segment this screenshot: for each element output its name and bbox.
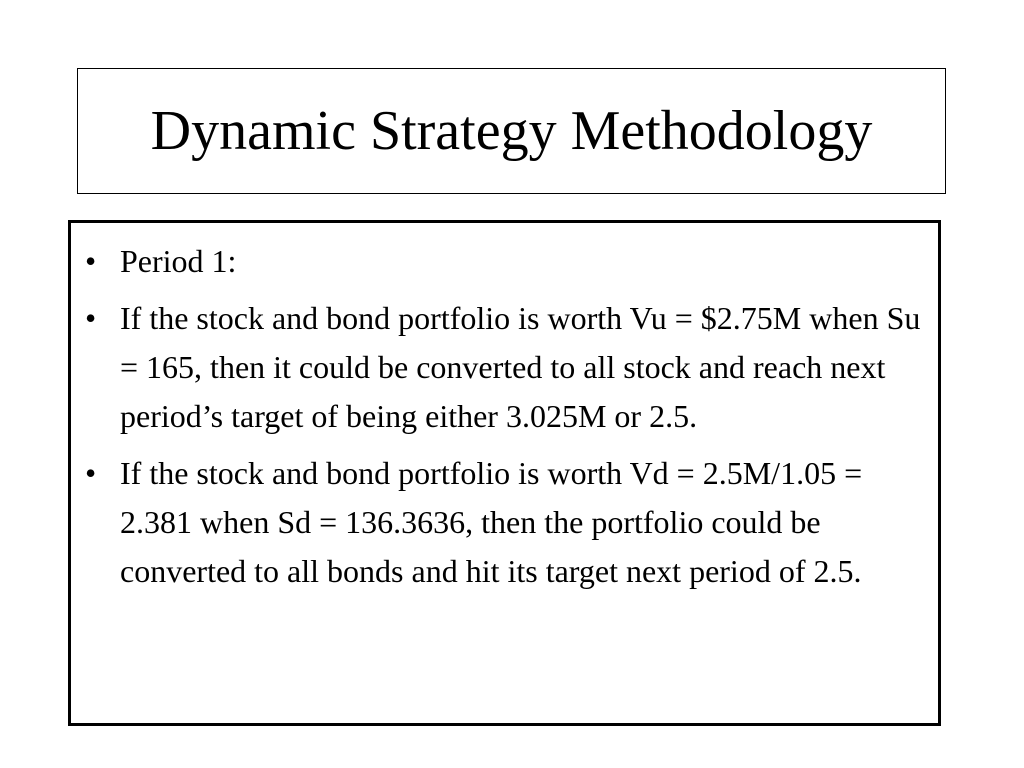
bullet-item-down-state xyxy=(85,449,930,596)
bullet-icon: • xyxy=(85,300,97,336)
bullet-text: If the stock and bond portfolio is worth Vd = 2.5M/1.05 = 2.381 when Sd = 136.3636, then the portfolio could be converted to all bonds and hit its target next period of 2.5. xyxy=(120,455,863,589)
bullet-item-period xyxy=(85,237,930,286)
bullet-icon: • xyxy=(85,243,97,279)
content-box xyxy=(68,220,941,726)
bullet-text: Period 1: xyxy=(120,243,237,279)
slide-title: Dynamic Strategy Methodology xyxy=(150,100,873,162)
bullet-text: If the stock and bond portfolio is worth Vu = $2.75M when Su = 165, then it could be converted to all stock and reach next period’s target of being either 3.025M or 2.5. xyxy=(120,300,921,434)
bullet-icon: • xyxy=(85,455,97,491)
title-box xyxy=(77,68,946,194)
bullet-list xyxy=(85,237,930,596)
bullet-item-up-state xyxy=(85,294,930,441)
